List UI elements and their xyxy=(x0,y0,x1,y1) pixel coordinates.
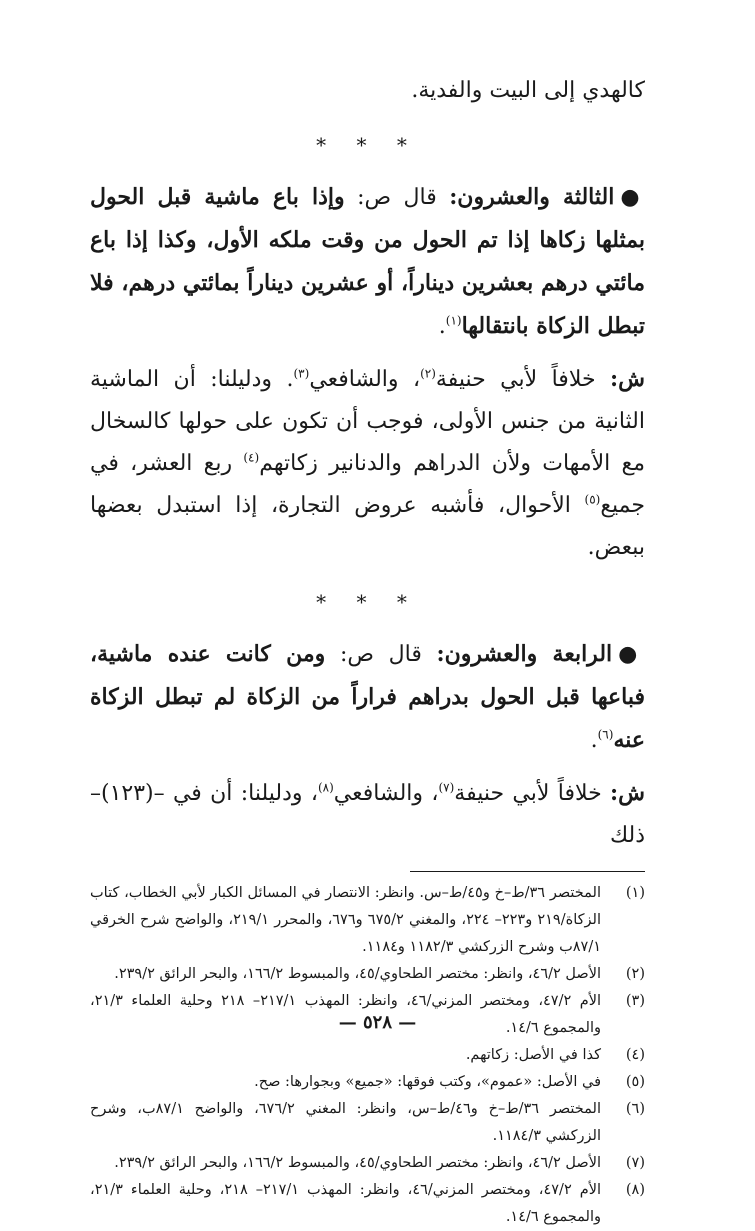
footnote-item xyxy=(90,1096,645,1150)
issue-heading: الرابعة والعشرون: xyxy=(436,641,613,667)
footnote-ref[interactable]: (١) xyxy=(445,313,462,328)
footnote-number: (٨) xyxy=(625,1182,645,1198)
footnote-number: (٥) xyxy=(625,1074,645,1090)
commentary-text: خلافاً لأبي حنيفة xyxy=(435,367,596,392)
footnote-number: (٢) xyxy=(625,966,645,982)
said-label: قال ص: xyxy=(339,642,422,667)
footnote-text: المختصر ٣٦/ط–خ و٤٦/ط–س، وانظر: المغني ٦٧٦/٢، والواضح ٨٧/١ب، وشرح الزركشي ١١٨٤/٣. xyxy=(90,1101,601,1144)
commentary-23 xyxy=(90,358,645,569)
footnote-item xyxy=(90,961,645,988)
footnote-number: (٣) xyxy=(625,993,645,1009)
main-text xyxy=(90,70,645,857)
said-label: قال ص: xyxy=(357,185,437,210)
footnote-ref[interactable]: (٣) xyxy=(293,366,310,381)
continuation-text: كالهدي إلى البيت والفدية. xyxy=(411,78,645,103)
commentary-text: ، والشافعي xyxy=(333,781,439,806)
sharh-label: ش: xyxy=(610,780,645,806)
commentary-text: ، ودليلنا: أن في –(١٢٣)– ذلك xyxy=(90,781,645,848)
issue-23 xyxy=(90,176,645,348)
bullet-icon: ● xyxy=(618,641,645,667)
issue-24 xyxy=(90,633,645,762)
footnote-item xyxy=(90,1069,645,1096)
page-number: — ٥٢٨ — xyxy=(338,1012,417,1033)
bullet-icon: ● xyxy=(620,184,645,210)
footnote-text: الأصل ٤٦/٢، وانظر: مختصر الطحاوي/٤٥، والمبسوط ١٦٦/٢، والبحر الرائق ٢٣٩/٢. xyxy=(114,1155,601,1171)
footnote-separator xyxy=(410,871,645,872)
footnote-ref[interactable]: (٥) xyxy=(584,492,601,507)
footnote-number: (٧) xyxy=(625,1155,645,1171)
footnote-item xyxy=(90,1150,645,1177)
footnote-ref[interactable]: (٦) xyxy=(597,727,614,742)
footnote-ref[interactable]: (٢) xyxy=(420,366,436,381)
footnote-text: الأصل ٤٦/٢، وانظر: مختصر الطحاوي/٤٥، والمبسوط ١٦٦/٢، والبحر الرائق ٢٣٩/٢. xyxy=(114,966,601,982)
footnote-number: (٦) xyxy=(625,1101,645,1117)
commentary-24 xyxy=(90,772,645,857)
footnote-text: كذا في الأصل: زكاتهم. xyxy=(465,1047,601,1063)
footnote-ref[interactable]: (٨) xyxy=(317,780,334,795)
issue-text: ومن كانت عنده ماشية، فباعها قبل الحول بدراهم فراراً من الزكاة لم تبطل الزكاة عنه xyxy=(90,641,645,753)
commentary-text: ، والشافعي xyxy=(309,367,421,392)
footnote-item xyxy=(90,880,645,961)
period: . xyxy=(590,728,598,753)
issue-text: وإذا باع ماشية قبل الحول بمثلها زكاها إذا تم الحول من وقت ملكه الأول، وكذا إذا باع مائتي درهم بعشرين ديناراً، أو عشرين ديناراً بمائتي درهم، فلا تبطل الزكاة بانتقالها xyxy=(90,184,645,339)
footnote-ref[interactable]: (٤) xyxy=(243,450,260,465)
section-divider: * * * xyxy=(316,133,419,157)
issue-heading: الثالثة والعشرون: xyxy=(449,184,615,210)
footnote-number: (١) xyxy=(625,885,645,901)
commentary-text: خلافاً لأبي حنيفة xyxy=(454,781,602,806)
period: . xyxy=(438,314,446,339)
commentary-text: . ودليلنا: أن الماشية الثانية من جنس الأولى، فوجب أن تكون على حولها كالسخال مع الأمهات ولأن الدراهم والدنانير زكاتهم xyxy=(90,367,646,476)
commentary-text: ربع العشر، في جميع xyxy=(90,451,645,518)
footnote-number: (٤) xyxy=(625,1047,645,1063)
paragraph-continuation xyxy=(90,70,645,112)
footnote-item xyxy=(90,1177,645,1231)
footnote-text: المختصر ٣٦/ط–خ و٤٥/ط–س. وانظر: الانتصار في المسائل الكبار لأبي الخطاب، كتاب الزكاة/٢١٩ و٢٢٣– ٢٢٤، والمغني ٦٧٥/٢ و٦٧٦، والمحرر ٢١٩/١، والواضح شرح الخرقي ٨٧/١ب وشرح الزركشي ١١٨٢/٣ و١١٨٤. xyxy=(90,885,601,955)
footnote-item xyxy=(90,1042,645,1069)
footnote-text: الأم ٤٧/٢، ومختصر المزني/٤٦، وانظر: المهذب ٢١٧/١– ٢١٨، وحلية العلماء ٢١/٣، والمجموع ١٤/٦. xyxy=(90,1182,601,1225)
footnotes xyxy=(90,880,645,1231)
sharh-label: ش: xyxy=(610,366,645,392)
commentary-text: الأحوال، فأشبه عروض التجارة، إذا استبدل بعضها ببعض. xyxy=(90,493,645,560)
footnote-text: الأم ٤٧/٢، ومختصر المزني/٤٦، وانظر: المهذب ٢١٧/١– ٢١٨ وحلية العلماء ٢١/٣، والمجموع ١٤/٦. xyxy=(90,993,601,1036)
footnote-ref[interactable]: (٧) xyxy=(438,780,455,795)
section-divider: * * * xyxy=(316,590,419,614)
footnote-text: في الأصل: «عموم»، وكتب فوقها: «جميع» وبجوارها: صح. xyxy=(254,1074,601,1090)
